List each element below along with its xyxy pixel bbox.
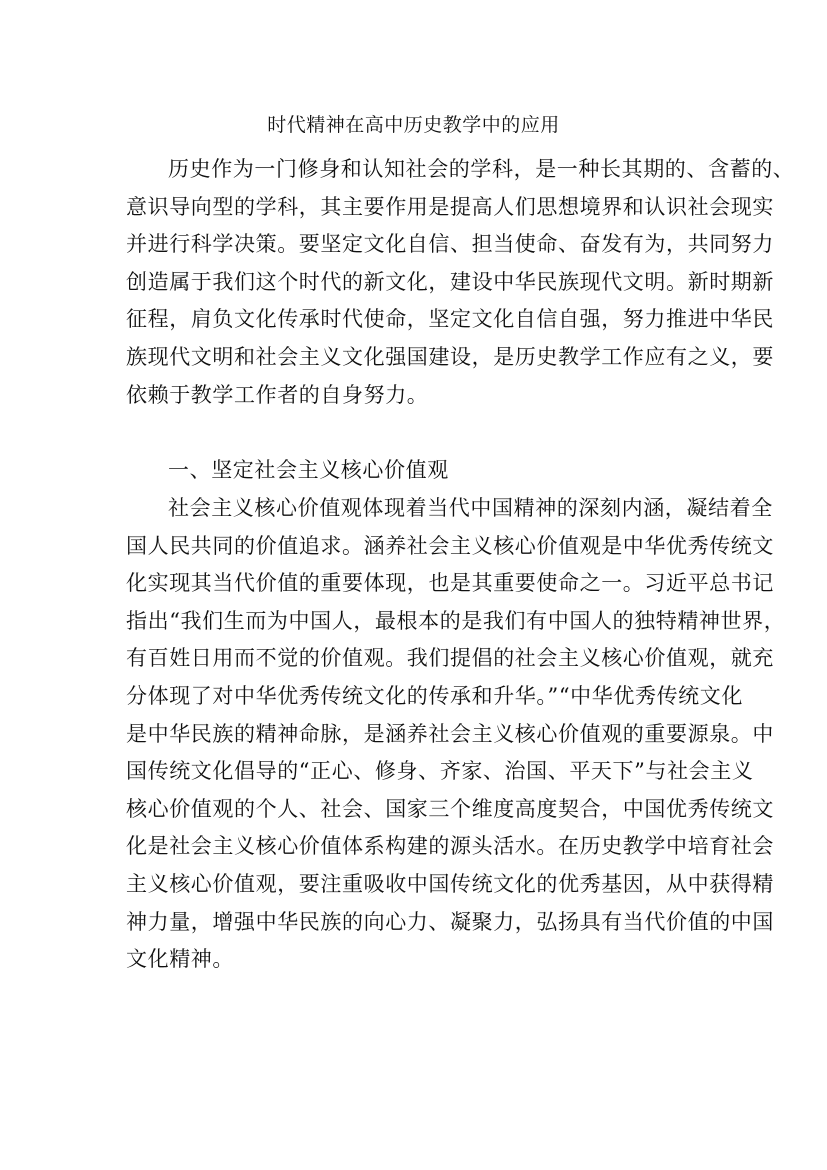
text-line: 国人民共同的价值追求。涵养社会主义核心价值观是中华优秀传统文 (126, 533, 774, 558)
text-line: 并进行科学决策。要坚定文化自信、担当使命、奋发有为，共同努力 (126, 232, 774, 257)
text-line: 国传统文化倡导的“正心、修身、齐家、治国、平天下”与社会主义 (126, 759, 754, 784)
section-heading-text: 一、坚定社会主义核心价值观 (168, 458, 449, 482)
text-line: 神力量，增强中华民族的向心力、凝聚力，弘扬具有当代价值的中国 (126, 909, 774, 934)
text-line: 核心价值观的个人、社会、国家三个维度高度契合，中国优秀传统文 (126, 796, 774, 821)
text-line: 依赖于教学工作者的自身努力。 (126, 382, 429, 407)
text-line: 文化精神。 (126, 947, 234, 972)
document-title: 时代精神在高中历史教学中的应用 (267, 114, 560, 136)
paragraph-intro (126, 151, 795, 414)
text-line: 征程，肩负文化传承时代使命，坚定文化自信自强，努力推进中华民 (126, 307, 774, 332)
text-line: 指出“我们生而为中国人，最根本的是我们有中国人的独特精神世界， (126, 608, 786, 633)
text-line: 历史作为一门修身和认知社会的学科，是一种长其期的、含蓄的、 (168, 157, 795, 181)
text-line: 是中华民族的精神命脉，是涵养社会主义核心价值观的重要源泉。中 (126, 721, 774, 746)
text-line: 主义核心价值观，要注重吸收中国传统文化的优秀基因，从中获得精 (126, 871, 774, 896)
text-line: 意识导向型的学科，其主要作用是提高人们思想境界和认识社会现实 (126, 194, 774, 219)
text-line: 有百姓日用而不觉的价值观。我们提倡的社会主义核心价值观，就充 (126, 646, 774, 671)
text-line: 化实现其当代价值的重要体现，也是其重要使命之一。习近平总书记 (126, 571, 774, 596)
text-line: 社会主义核心价值观体现着当代中国精神的深刻内涵，凝结着全 (168, 496, 773, 520)
text-line: 化是社会主义核心价值体系构建的源头活水。在历史教学中培育社会 (126, 834, 774, 859)
text-line: 族现代文明和社会主义文化强国建设，是历史教学工作应有之义，要 (126, 344, 774, 369)
section-heading (126, 452, 706, 490)
text-line: 创造属于我们这个时代的新文化，建设中华民族现代文明。新时期新 (126, 269, 774, 294)
paragraph-core-values (126, 490, 786, 979)
text-line: 分体现了对中华优秀传统文化的传承和升华。”“中华优秀传统文化 (126, 683, 743, 708)
